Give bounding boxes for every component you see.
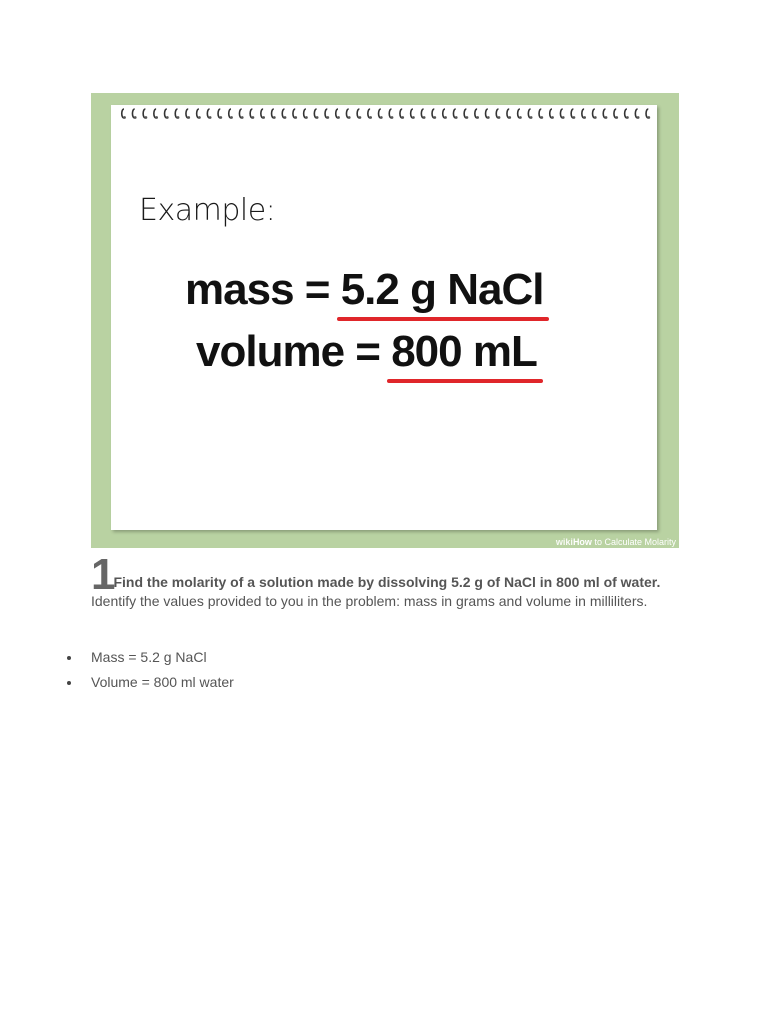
- spiral-binding-icon: [111, 105, 657, 121]
- volume-equation: [196, 327, 537, 377]
- list-item: Volume = 800 ml water: [64, 673, 234, 698]
- mass-equation: [185, 265, 543, 315]
- list-item: Mass = 5.2 g NaCl: [64, 648, 234, 673]
- step-number: 1: [91, 550, 114, 599]
- volume-value: 800 mL: [391, 327, 537, 377]
- notepad: [111, 105, 657, 530]
- volume-underline: [387, 379, 543, 383]
- example-illustration: [91, 93, 679, 548]
- values-list: [64, 648, 234, 698]
- example-label: Example:: [139, 193, 276, 228]
- mass-value: 5.2 g NaCl: [341, 265, 544, 315]
- mass-underline: [337, 317, 550, 321]
- step-paragraph: [91, 550, 681, 611]
- mass-label: mass =: [185, 265, 330, 314]
- volume-label: volume =: [196, 327, 380, 376]
- bullet-icon: [67, 681, 71, 685]
- step-body: Identify the values provided to you in the problem: mass in grams and volume in milliliters.: [91, 593, 648, 609]
- step-heading: Find the molarity of a solution made by dissolving 5.2 g of NaCl in 800 ml of water.: [113, 574, 661, 590]
- wikihow-watermark: wikiHow to Calculate Molarity: [555, 537, 676, 547]
- bullet-icon: [67, 656, 71, 660]
